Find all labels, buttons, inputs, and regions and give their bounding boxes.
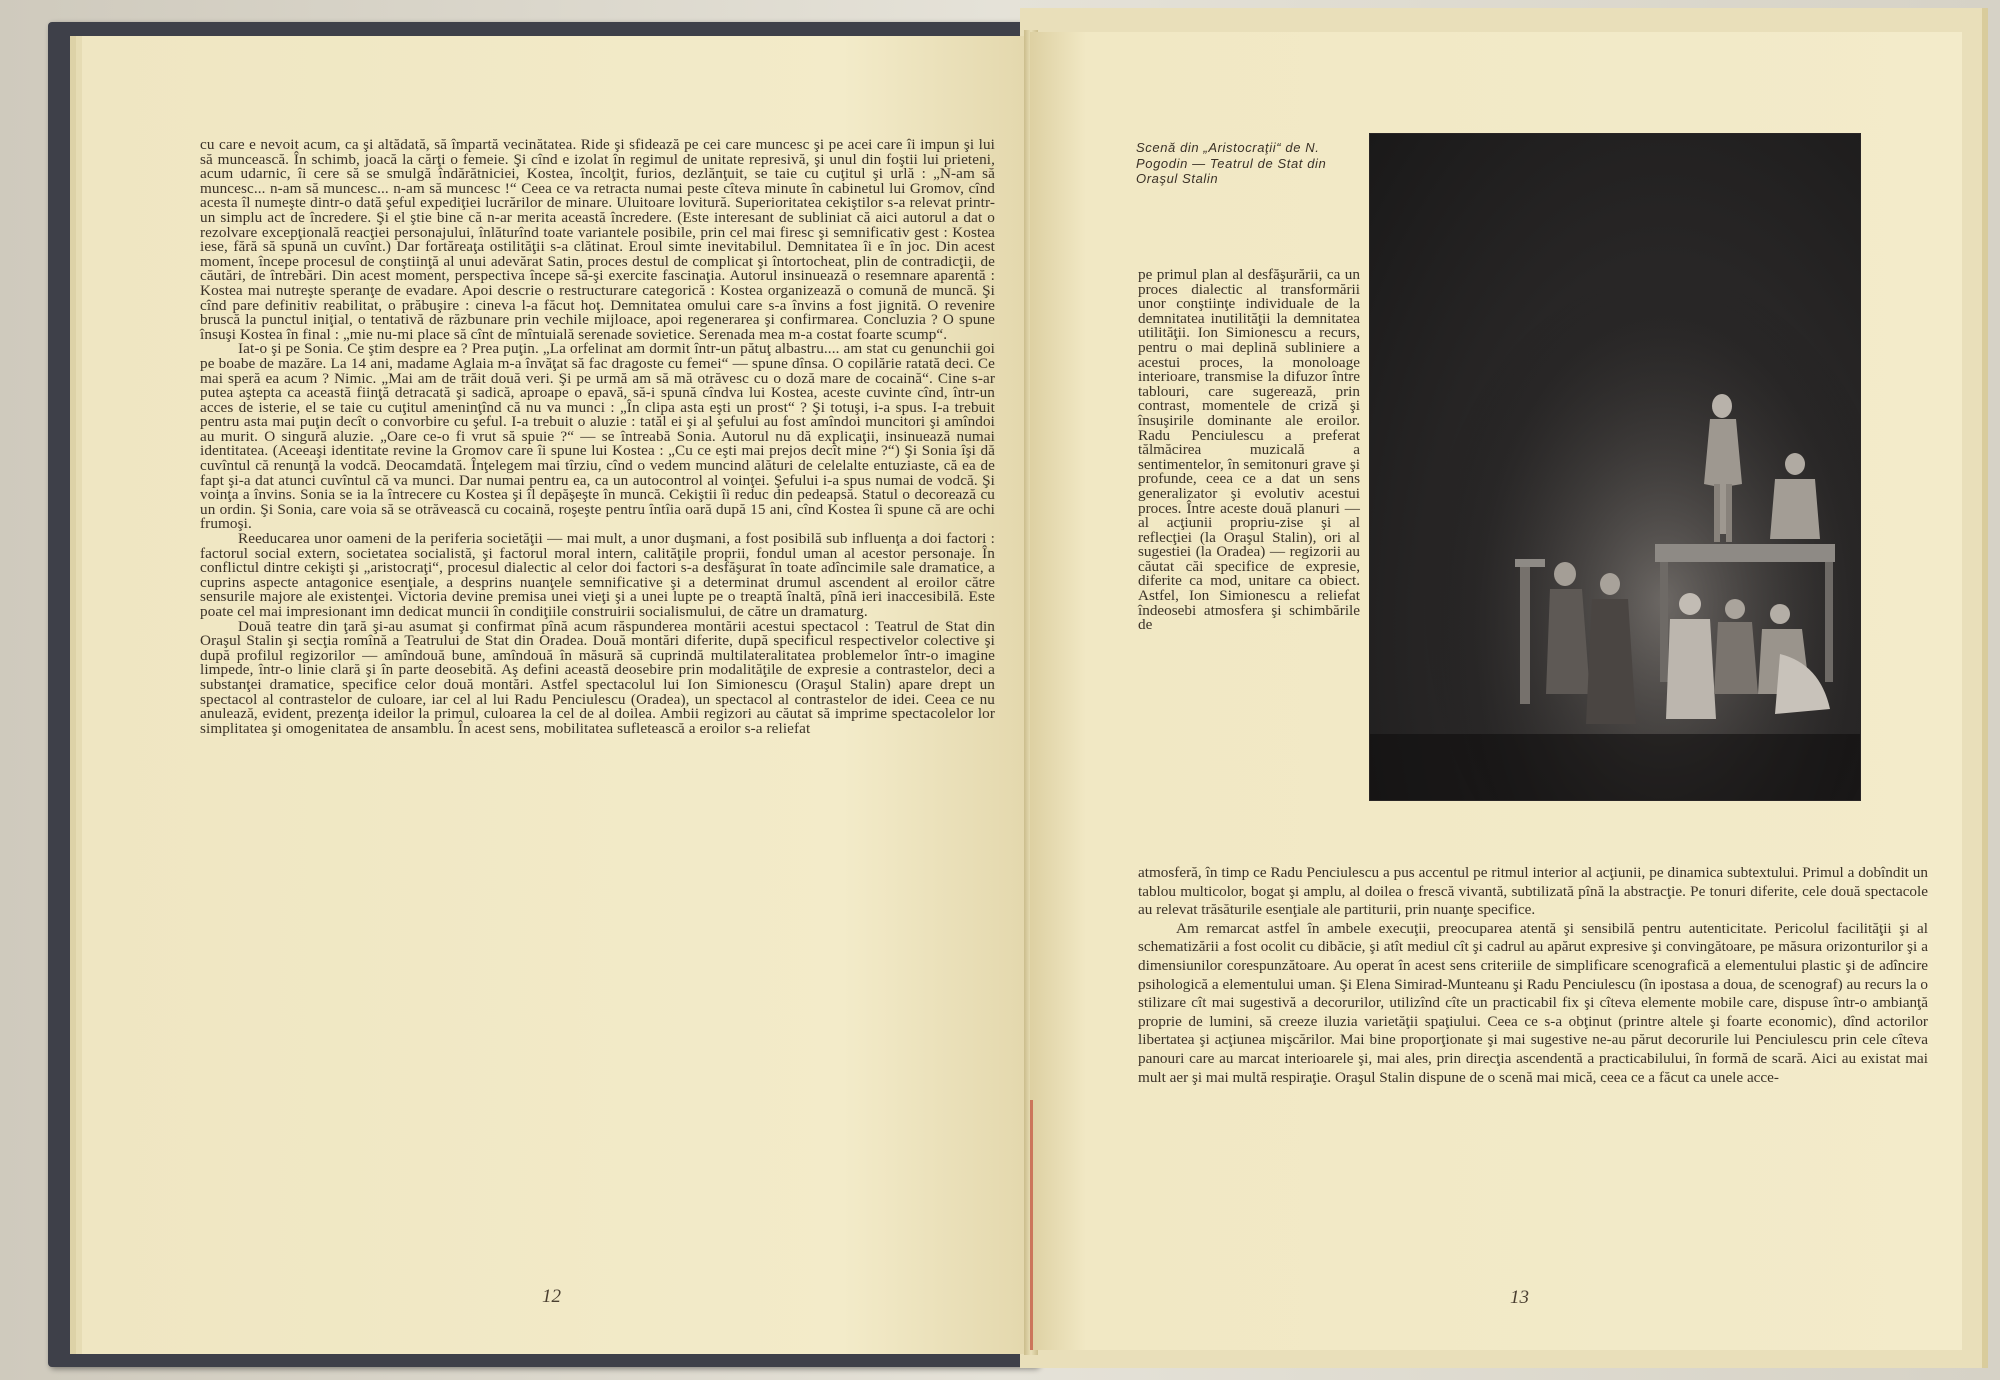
bookmark-ribbon <box>1030 1100 1033 1350</box>
theatre-scene-photo-icon <box>1370 134 1860 800</box>
paragraph: cu care e nevoit acum, ca şi altădată, să împartă vecinătatea. Ride şi sfidează pe cei care muncesc şi pe acei care îi impun şi lui să muncească. În schimb, joacă la cărţi o femeie. Şi cînd e izolat în regimul de unitate represivă, şi unul din foştii lui prieteni, acum udarnic, îi cere să se smulgă îndărătniciei, Kostea, încolţit, furios, dezlănţuit, se taie cu cuţitul şi urlă : „N-am să muncesc... n-am să muncesc... n-am să muncesc !“ Ceea ce va retracta numai peste cîteva minute în cabinetul lui Gromov, cînd acesta îl numeşte dintr-o dată şeful expediţiei lucrărilor de minare. Uluitoare lovitură. Superioritatea cekiştilor s-a relevat printr-un simplu act de încredere. Şi el ştie bine că n-ar merita această încredere. (Este interesant de subliniat că aici autorul a dat o rezolvare excepţională reacţiei personajului, înlăturînd toate variantele posibile, prin cel mai firesc şi semnificativ gest : Kostea iese, fără să spună un cuvînt.) Dar fortăreaţa ostilităţii s-a clătinat. Eroul simte inevitabilul. Demnitatea îi e în joc. Din acest moment, începe procesul de conştiinţă al unui adevărat Satin, proces destul de complicat şi întortocheat, plin de contradicţii, de căutări, de întrebări. Din acest moment, perspectiva începe să-şi exercite fascinaţia. Autorul insinuează o resemnare aparentă : Kostea mai nutreşte speranţe de evadare. Apoi descrie o restructurare categorică : Kostea organizează o comună de muncă. Şi cînd pare definitiv reabilitat, o prăbuşire : cineva l-a făcut hoţ. Demnitatea omului care s-a învins a fost jignită. O revenire bruscă la punctul iniţial, o tentativă de răzbunare prin vechile mijloace, apoi regenerarea şi confirmarea. Concluzia ? O spune însuşi Kostea în final : „mie nu-mi place să cînt de mîntuială serenade sovietice. Serenada mea m-a costat foarte scump“. <box>200 136 995 343</box>
left-page-text <box>200 138 995 736</box>
photo-caption: Scenă din „Aristocraţii“ de N. Pogodin — Teatrul de Stat din Oraşul Stalin <box>1136 140 1327 186</box>
left-page <box>82 36 1034 1354</box>
paragraph: atmosferă, în timp ce Radu Penciulescu a pus accentul pe ritmul interior al acţiunii, pe dinamica subtextului. Primul a dobîndit un tablou multicolor, bogat şi amplu, al doilea o frescă vivantă, subtilizată pînă la abstracţie. Pe tonuri diferite, cele două spectacole au relevat trăsăturile esenţiale ale partiturii, prin nuanţe specifice. <box>1138 864 1928 919</box>
paragraph: Am remarcat astfel în ambele execuţii, preocuparea atentă şi sensibilă pentru autenticitate. Pericolul facilităţii şi al schematizării a fost ocolit cu dibăcie, şi atît mediul cît şi cadrul au apărut expresive şi convingătoare, pe măsura orizonturilor şi a dimensiunilor corespunzătoare. Au operat în acest sens criteriile de simplificare scenografică a elementului plastic şi de adîncire psihologică a elementului uman. Şi Elena Simirad-Munteanu şi Radu Penciulescu (în ipostasa a doua, de scenograf) au recurs la o stilizare cît mai sugestivă a decorurilor, utilizînd cîte un practicabil fix şi cîteva elemente mobile care, dispuse într-o ambianţă proprie de lumini, să creeze iluzia varietăţii spaţiului. Ceea ce s-a obţinut (printre altele şi foarte economic), dînd actorilor libertatea şi acţiunea mişcărilor. Mai bine proporţionate şi mai sugestive ne-au părut decorurile lui Penciulescu prin cele cîteva panouri care au marcat interioarele şi, mai ales, prin direcţia ascendentă a practicabilului, în formă de scară. Aici au existat mai mult aer şi mai multă respiraţie. Oraşul Stalin dispune de o scenă mai mică, ceea ce a făcut ca unele acce- <box>1138 919 1928 1086</box>
paragraph: Iat-o şi pe Sonia. Ce ştim despre ea ? Prea puţin. „La orfelinat am dormit într-un pătuţ albastru.... am stat cu genunchii goi pe boabe de mazăre. La 14 ani, madame Aglaia m-a învăţat să fac dragoste cu femei“ — spune dînsa. O copilărie ratată deci. Ce mai speră ea acum ? Nimic. „Mai am de trăit două veri. Şi pe urmă am să mă otrăvesc cu o doză mare de cocaină“. Cine s-ar putea aştepta ca această fiinţă detracată şi sadică, aproape o epavă, să-i spună cîndva lui Kostea, aceste cuvinte cînd, într-un acces de isterie, el se taie cu cuţitul ameninţînd că nu va munci : „În clipa asta eşti un prost“ ? Şi totuşi, i-a spus. I-a trebuit pentru asta mai puţin decît o convorbire cu şeful. I-a trebuit o aluzie : tatăl ei şi al şefului au fost amîndoi muncitori şi amîndoi au murit. O singură aluzie. „Oare ce-o fi vrut să spuie ?“ — se întreabă Sonia. Autorul nu dă explicaţii, insinuează numai identitatea. (Aceeaşi identitate revine la Gromov care îi spune lui Kostea : „Cu ce eşti mai prejos decît mine ?“) Şi Sonia îşi dă cuvîntul că renunţă la vodcă. Deocamdată. Înţelegem mai tîrziu, cînd o vedem muncind alături de celelalte entuziaste, că ea de fapt şi-a dat atunci cuvîntul că va munci. Dar numai pentru ea, ca un autocontrol al voinţei. Şefului i-a spus numai de vodcă. Şi voinţa a învins. Sonia se ia la întrecere cu Kostea şi îl depăşeşte în muncă. Cekiştii îi reduc din pedeapsă. Statul o decorează cu un ordin. Şi Sonia, care voia să se otrăvească cu cocaină, roşeşte pentru întîia oară după 15 ani, cînd Kostea îi spune că are ochi frumoşi. <box>200 340 995 533</box>
right-page-text <box>1138 864 1928 1087</box>
paragraph: pe primul plan al desfăşurării, ca un proces dialectic al transformării unor conştiinţe individuale de la demnitatea inutilităţii la demnitatea utilităţii. Ion Simionescu a recurs, pentru o mai deplină subliniere a acestui proces, la monoloage interioare, transmise la difuzor între tablouri, care sugerează, prin contrast, momentele de criză şi însuşirile dominante ale eroilor. Radu Penciulescu a preferat tălmăcirea muzicală a sentimentelor, în semitonuri grave şi profunde, ceea ce a dat un sens generalizator şi evolutiv acestui proces. Între aceste două planuri — al acţiunii propriu-zise şi al reflecţiei (la Oraşul Stalin), ori al sugestiei (la Oradea) — regizorii au căutat căi specifice de expresie, diferite ca mod, unitare ca obiect. Astfel, Ion Simionescu a reliefat îndeosebi atmosfera şi schimbările de <box>1138 266 1360 634</box>
paragraph: Două teatre din ţară şi-au asumat şi confirmat pînă acum răspunderea montării acestui spectacol : Teatrul de Stat din Oraşul Stalin şi secţia romînă a Teatrului de Stat din Oradea. Două montări diferite, după specificul respectivelor colective şi după profilul regizorilor — amîndouă bune, amîndouă în măsură să cuprindă multilateralitatea problemelor într-o imagine limpede, într-o linie clară şi în parte deosebită. Aş defini această deosebire prin modalităţile de expresie a contrastelor, deci a substanţei dramatice, specifice celor două montări. Astfel spectacolul lui Ion Simionescu (Oraşul Stalin) apare drept un spectacol al contrastelor de culoare, iar cel al lui Radu Penciulescu (Oradea), un spectacol al contrastelor de idei. Ceea ce nu anulează, evident, prezenţa ideilor la primul, culoarea la cel de al doilea. Ambii regizori au căutat să imprime spectacolelor lor simplitatea şi omogenitatea de ansamblu. În acest sens, mobilitatea sufletească a eroilor s-a reliefat <box>200 617 995 737</box>
column-text <box>1138 268 1360 633</box>
right-page <box>1030 32 1962 1350</box>
paragraph: Reeducarea unor oameni de la periferia societăţii — mai mult, a unor duşmani, a fost posibilă sub influenţa a doi factori : factorul social extern, societatea socialistă, şi factorul moral intern, calităţile proprii, fondul uman al acestor personaje. În conflictul dintre cekişti şi „aristocraţi“, procesul dialectic al celor doi factori s-a desfăşurat în toate adîncimile sale dramatice, a cuprins aspecte antagonice esenţiale, a desprins nuanţele semnificative şi a determinat drumul ascendent al eroilor către sensurile majore ale existenţei. Victoria devine premisa unei vieţi şi a unei lupte pe o treaptă înaltă, pînă ieri inaccesibilă. Este poate cel mai impresionant imn dedicat muncii în condiţiile construirii socialismului, de către un dramaturg. <box>200 530 995 620</box>
page-number: 13 <box>1510 1287 1529 1308</box>
page-number: 12 <box>542 1286 561 1307</box>
